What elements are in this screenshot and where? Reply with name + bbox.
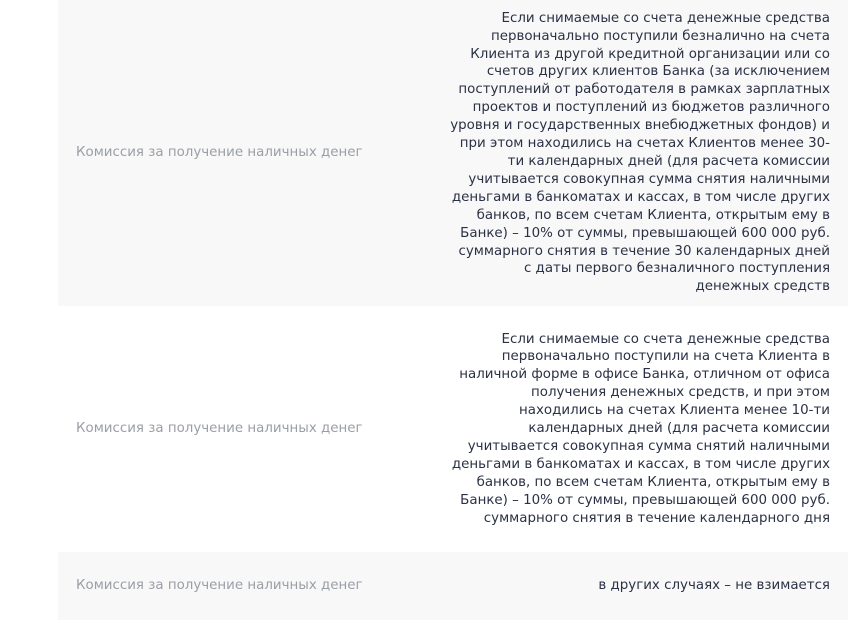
row-label: Комиссия за получение наличных денег xyxy=(76,145,363,160)
row-value: Если снимаемые со счета денежные средства первоначально поступили на счета Клиента в наличной форме в офисе Банка, отличном от офиса получения денежных средств, и при этом находились на счетах Клиента менее 10-ти календарных дней (для расчета комиссии учитывается совокупная сумма снятий наличными деньгами в банкоматах и кассах, в том числе других банков, по всем счетам Клиента, открытым ему в Банке) – 10% от суммы, превышающей 600 000 руб. суммарного снятия в течение календарного дня xyxy=(451,331,830,526)
table-row xyxy=(58,552,848,620)
row-label: Комиссия за получение наличных денег xyxy=(76,421,363,436)
row-value: Если снимаемые со счета денежные средства первоначально поступили безналично на счета Клиента из другой кредитной организации или со счетов других клиентов Банка (за исключением поступлений от работодателя в рамках зарплатных проектов и поступлений из бюджетов различного уровня и государственных внебюджетных фондов) и при этом находились на счетах Клиентов менее 30-ти календарных дней (для расчета комиссии учитывается совокупная сумма снятия наличными деньгами в банкоматах и кассах, в том числе других банков, по всем счетам Клиента, открытым ему в Банке) – 10% от суммы, превышающей 600 000 руб. суммарного снятия в течение 30 календарных дней с даты первого безналичного поступления денежных средств xyxy=(450,10,830,295)
tariff-table xyxy=(58,0,848,620)
row-value: в других случаях – не взимается xyxy=(598,578,830,594)
table-row xyxy=(58,306,848,552)
table-row xyxy=(58,0,848,306)
row-label: Комиссия за получение наличных денег xyxy=(76,578,363,593)
